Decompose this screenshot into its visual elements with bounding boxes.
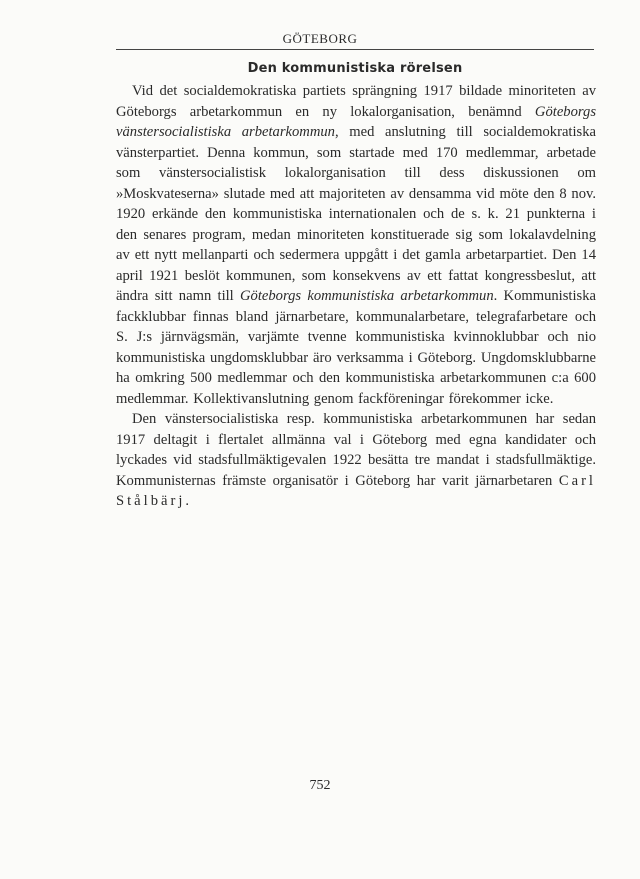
page-number: 752 [309, 778, 331, 793]
paragraph-1 [116, 81, 596, 409]
text-run: , med anslutning till socialdemokratiska vänsterpartiet. Denna kommun, som startade med 170 medlemmar, arbetade som vänstersocialistisk lokalorganisation till dess diskussionen om »Moskvateserna» slutade med att majoriteten av densamma vid möte den 8 nov. 1920 erkände den kommunistiska internationalen och de s. k. 21 punkterna i den senares program, medan minoriteten konstituerade sig som lokalavdelning av ett nytt mellanparti och sedermera uppgått i det gamla arbetarpartiet. Den 14 april 1921 beslöt kommunen, som konsekvens av ett fattat kongressbeslut, att ändra sitt namn till [116, 124, 596, 304]
italic-name-run: Göteborgs vänstersocialistiska arbetarkommun [116, 103, 596, 140]
text-run: Den vänstersocialistiska resp. kommunistiska arbetarkommunen har sedan 1917 deltagit i flertalet allmänna val i Göteborg med egna kandidater och lyckades vid stadsfullmäktigevalen 1922 besätta tre mandat i stadsfullmäktige. Kommunisternas främste organisatör i Göteborg har varit järnarbetaren [116, 411, 596, 489]
section-heading: Den kommunistiska rörelsen [247, 61, 463, 76]
header-rule [116, 49, 594, 50]
text-run: . [185, 493, 190, 509]
spaced-name-run: Carl Stålbärj [116, 472, 596, 509]
text-run: Vid det socialdemokratiska partiets sprängning 1917 bildade minoriteten av Göteborgs arbetarkommun en ny lokalorganisation, benämnd [116, 83, 596, 120]
running-head: GÖTEBORG [282, 31, 358, 46]
italic-name-run: Göteborgs kommunistiska arbetarkommun [240, 288, 494, 304]
text-run: . Kommunistiska fackklubbar finnas bland järnarbetare, kommunalarbetare, telegrafarbetare och S. J:s järnvägsmän, varjämte tvenne kommunistiska kvinnoklubbar och nio kommunistiska ungdomsklubbar äro verksamma i Göteborg. Ungdomsklubbarne ha omkring 500 medlemmar och den kommunistiska arbetarkommunen c:a 600 medlemmar. Kollektivanslutning genom fackföreningar förekommer icke. [116, 288, 596, 407]
paragraph-2 [116, 409, 596, 512]
body-text [116, 81, 596, 512]
